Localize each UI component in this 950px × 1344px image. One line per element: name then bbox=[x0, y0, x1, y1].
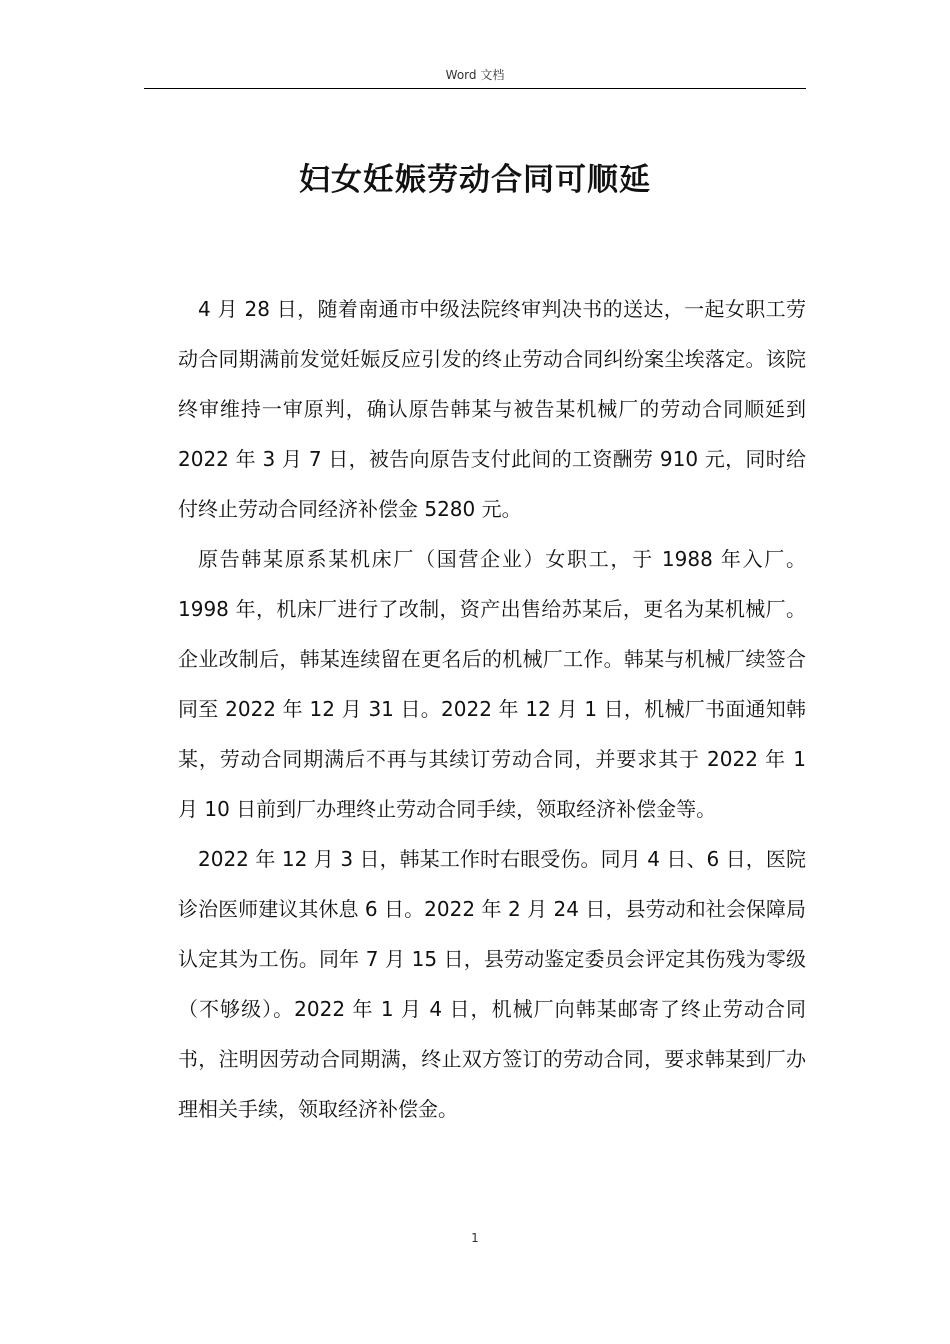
page-header bbox=[144, 62, 806, 89]
document-title: 妇女妊娠劳动合同可顺延 bbox=[299, 162, 651, 198]
header-text: Word 文档 bbox=[445, 68, 505, 82]
paragraph-2: 原告韩某原系某机床厂（国营企业）女职工，于 1988 年入厂。1998 年，机床厂进行了改制，资产出售给苏某后，更名为某机械厂。企业改制后，韩某连续留在更名后的机械厂工作。韩某与机械厂续签合同至 2022 年 12 月 31 日。2022 年 12 月 1 日，机械厂书面通知韩某，劳动合同期满后不再与其续订劳动合同，并要求其于 2022 年 1 月 10 日前到厂办理终止劳动合同手续，领取经济补偿金等。 bbox=[178, 547, 806, 821]
document-body bbox=[178, 284, 806, 1134]
paragraph-3: 2022 年 12 月 3 日，韩某工作时右眼受伤。同月 4 日、6 日，医院诊治医师建议其休息 6 日。2022 年 2 月 24 日，县劳动和社会保障局认定其为工伤。同年 7 月 15 日，县劳动鉴定委员会评定其伤残为零级（不够级）。2022 年 1 月 4 日，机械厂向韩某邮寄了终止劳动合同书，注明因劳动合同期满，终止双方签订的劳动合同，要求韩某到厂办理相关手续，领取经济补偿金。 bbox=[178, 847, 806, 1121]
page-number: 1 bbox=[471, 1231, 479, 1245]
paragraph-1: 4 月 28 日，随着南通市中级法院终审判决书的送达，一起女职工劳动合同期满前发觉妊娠反应引发的终止劳动合同纠纷案尘埃落定。该院终审维持一审原判，确认原告韩某与被告某机械厂的劳动合同顺延到 2022 年 3 月 7 日，被告向原告支付此间的工资酬劳 910 元，同时给付终止劳动合同经济补偿金 5280 元。 bbox=[178, 297, 806, 521]
